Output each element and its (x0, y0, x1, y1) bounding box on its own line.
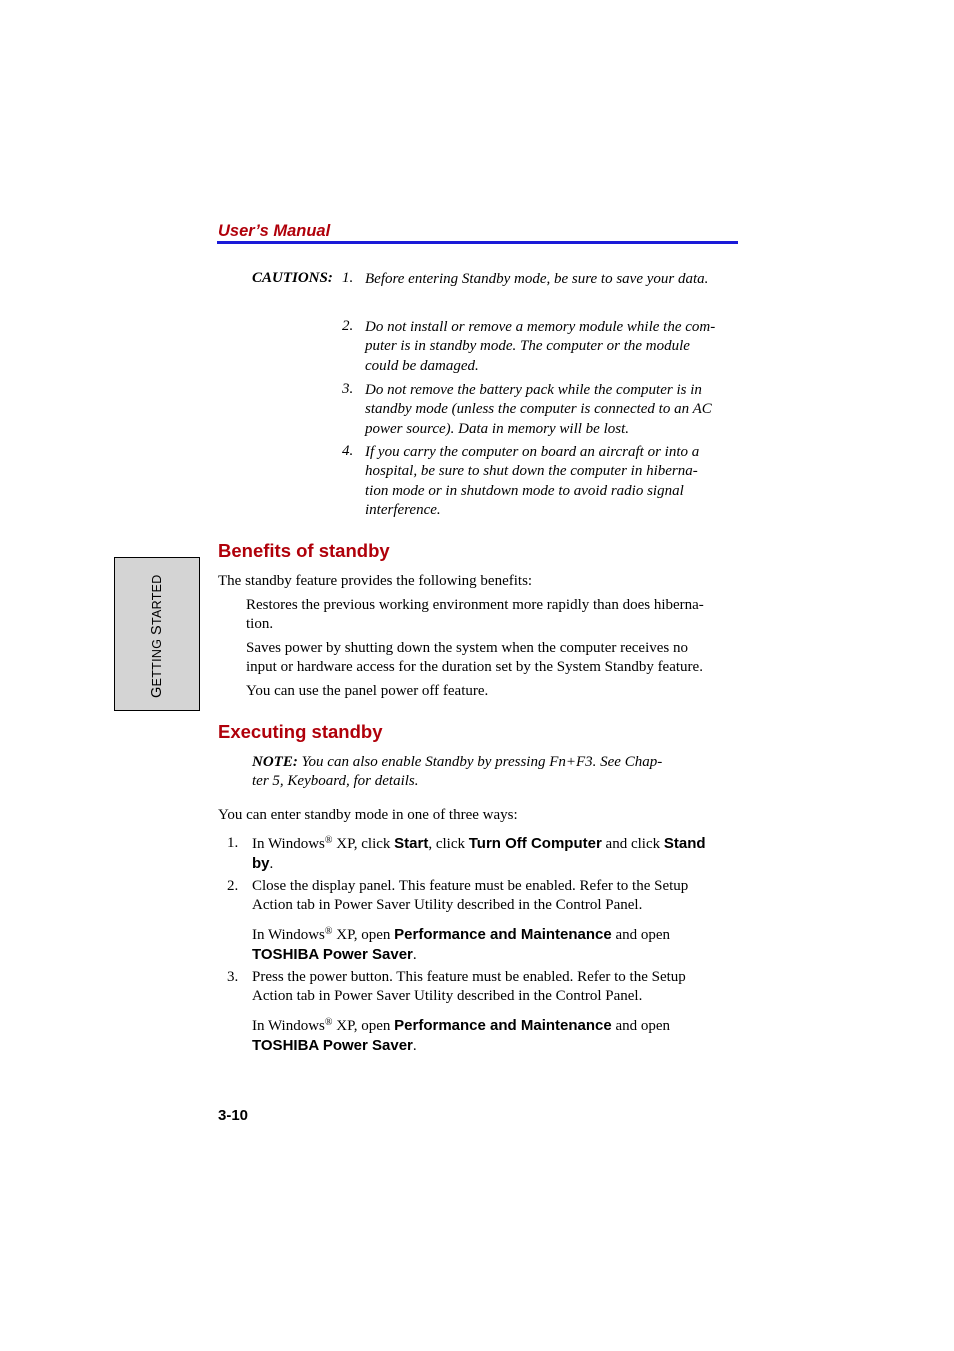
caution-item: If you carry the computer on board an aircraft or into a hospital, be sure to shut down the computer in hiberna- tion mode or in shutdown mode to avoid radio signal interference. (365, 444, 700, 518)
step-number: 1. (227, 835, 239, 851)
start-menu-ref: Start (394, 835, 429, 852)
toshiba-power-saver-ref: TOSHIBA Power Saver (252, 946, 413, 964)
caution-number: 1. (342, 270, 354, 286)
step-1: In Windows® XP, click Start, click Turn Off Computer and click Stand by. (252, 835, 706, 873)
toshiba-power-saver-ref: TOSHIBA Power Saver (252, 1037, 413, 1055)
executing-intro: You can enter standby mode in one of three ways: (218, 807, 518, 823)
step-2: Close the display panel. This feature must be enabled. Refer to the Setup Action tab in Power Saver Utility described in the Control Panel. (252, 878, 689, 914)
step-number: 2. (227, 878, 239, 894)
benefit-item: Restores the previous working environment more rapidly than does hiberna- tion. (246, 597, 704, 633)
step-2-detail: In Windows® XP, open Performance and Maintenance and open TOSHIBA Power Saver. (252, 926, 671, 964)
caution-number: 4. (342, 443, 354, 459)
benefits-intro: The standby feature provides the following benefits: (218, 573, 533, 589)
performance-maintenance-ref: Performance and Maintenance (394, 926, 612, 943)
performance-maintenance-ref: Performance and Maintenance (394, 1017, 612, 1034)
caution-item: Before entering Standby mode, be sure to save your data. (365, 271, 709, 287)
caution-item: Do not install or remove a memory module while the com- puter is in standby mode. The computer or the module could be damaged. (365, 319, 716, 374)
running-header-title: User’s Manual (218, 222, 331, 240)
caution-item: Do not remove the battery pack while the computer is in standby mode (unless the computer is connected to an AC power source). Data in memory will be lost. (365, 382, 712, 437)
stand-by-ref: Stand (663, 835, 706, 852)
benefit-item: Saves power by shutting down the system when the computer receives no input or hardware access for the duration set by the System Standby feature. (246, 640, 703, 676)
step-number: 3. (227, 969, 239, 985)
step-3: Press the power button. This feature must be enabled. Refer to the Setup Action tab in Power Saver Utility described in the Control Panel. (252, 969, 686, 1005)
cautions-label: CAUTIONS: (252, 270, 333, 286)
header-rule (217, 241, 738, 244)
section-heading-executing: Executing standby (218, 721, 383, 742)
caution-number: 3. (342, 381, 354, 397)
note: NOTE: You can also enable Standby by pressing Fn+F3. See Chap- ter 5, Keyboard, for details. (252, 754, 663, 790)
chapter-side-tab (114, 557, 200, 711)
caution-number: 2. (342, 318, 354, 334)
page-number: 3-10 (218, 1107, 249, 1124)
step-3-detail: In Windows® XP, open Performance and Maintenance and open TOSHIBA Power Saver. (252, 1017, 671, 1055)
chapter-side-tab-label: GETTING STARTED (149, 574, 165, 698)
section-heading-benefits: Benefits of standby (218, 540, 390, 561)
benefit-item: You can use the panel power off feature. (246, 683, 489, 699)
turn-off-computer-ref: Turn Off Computer (468, 835, 602, 852)
note-label: NOTE: (252, 754, 298, 770)
